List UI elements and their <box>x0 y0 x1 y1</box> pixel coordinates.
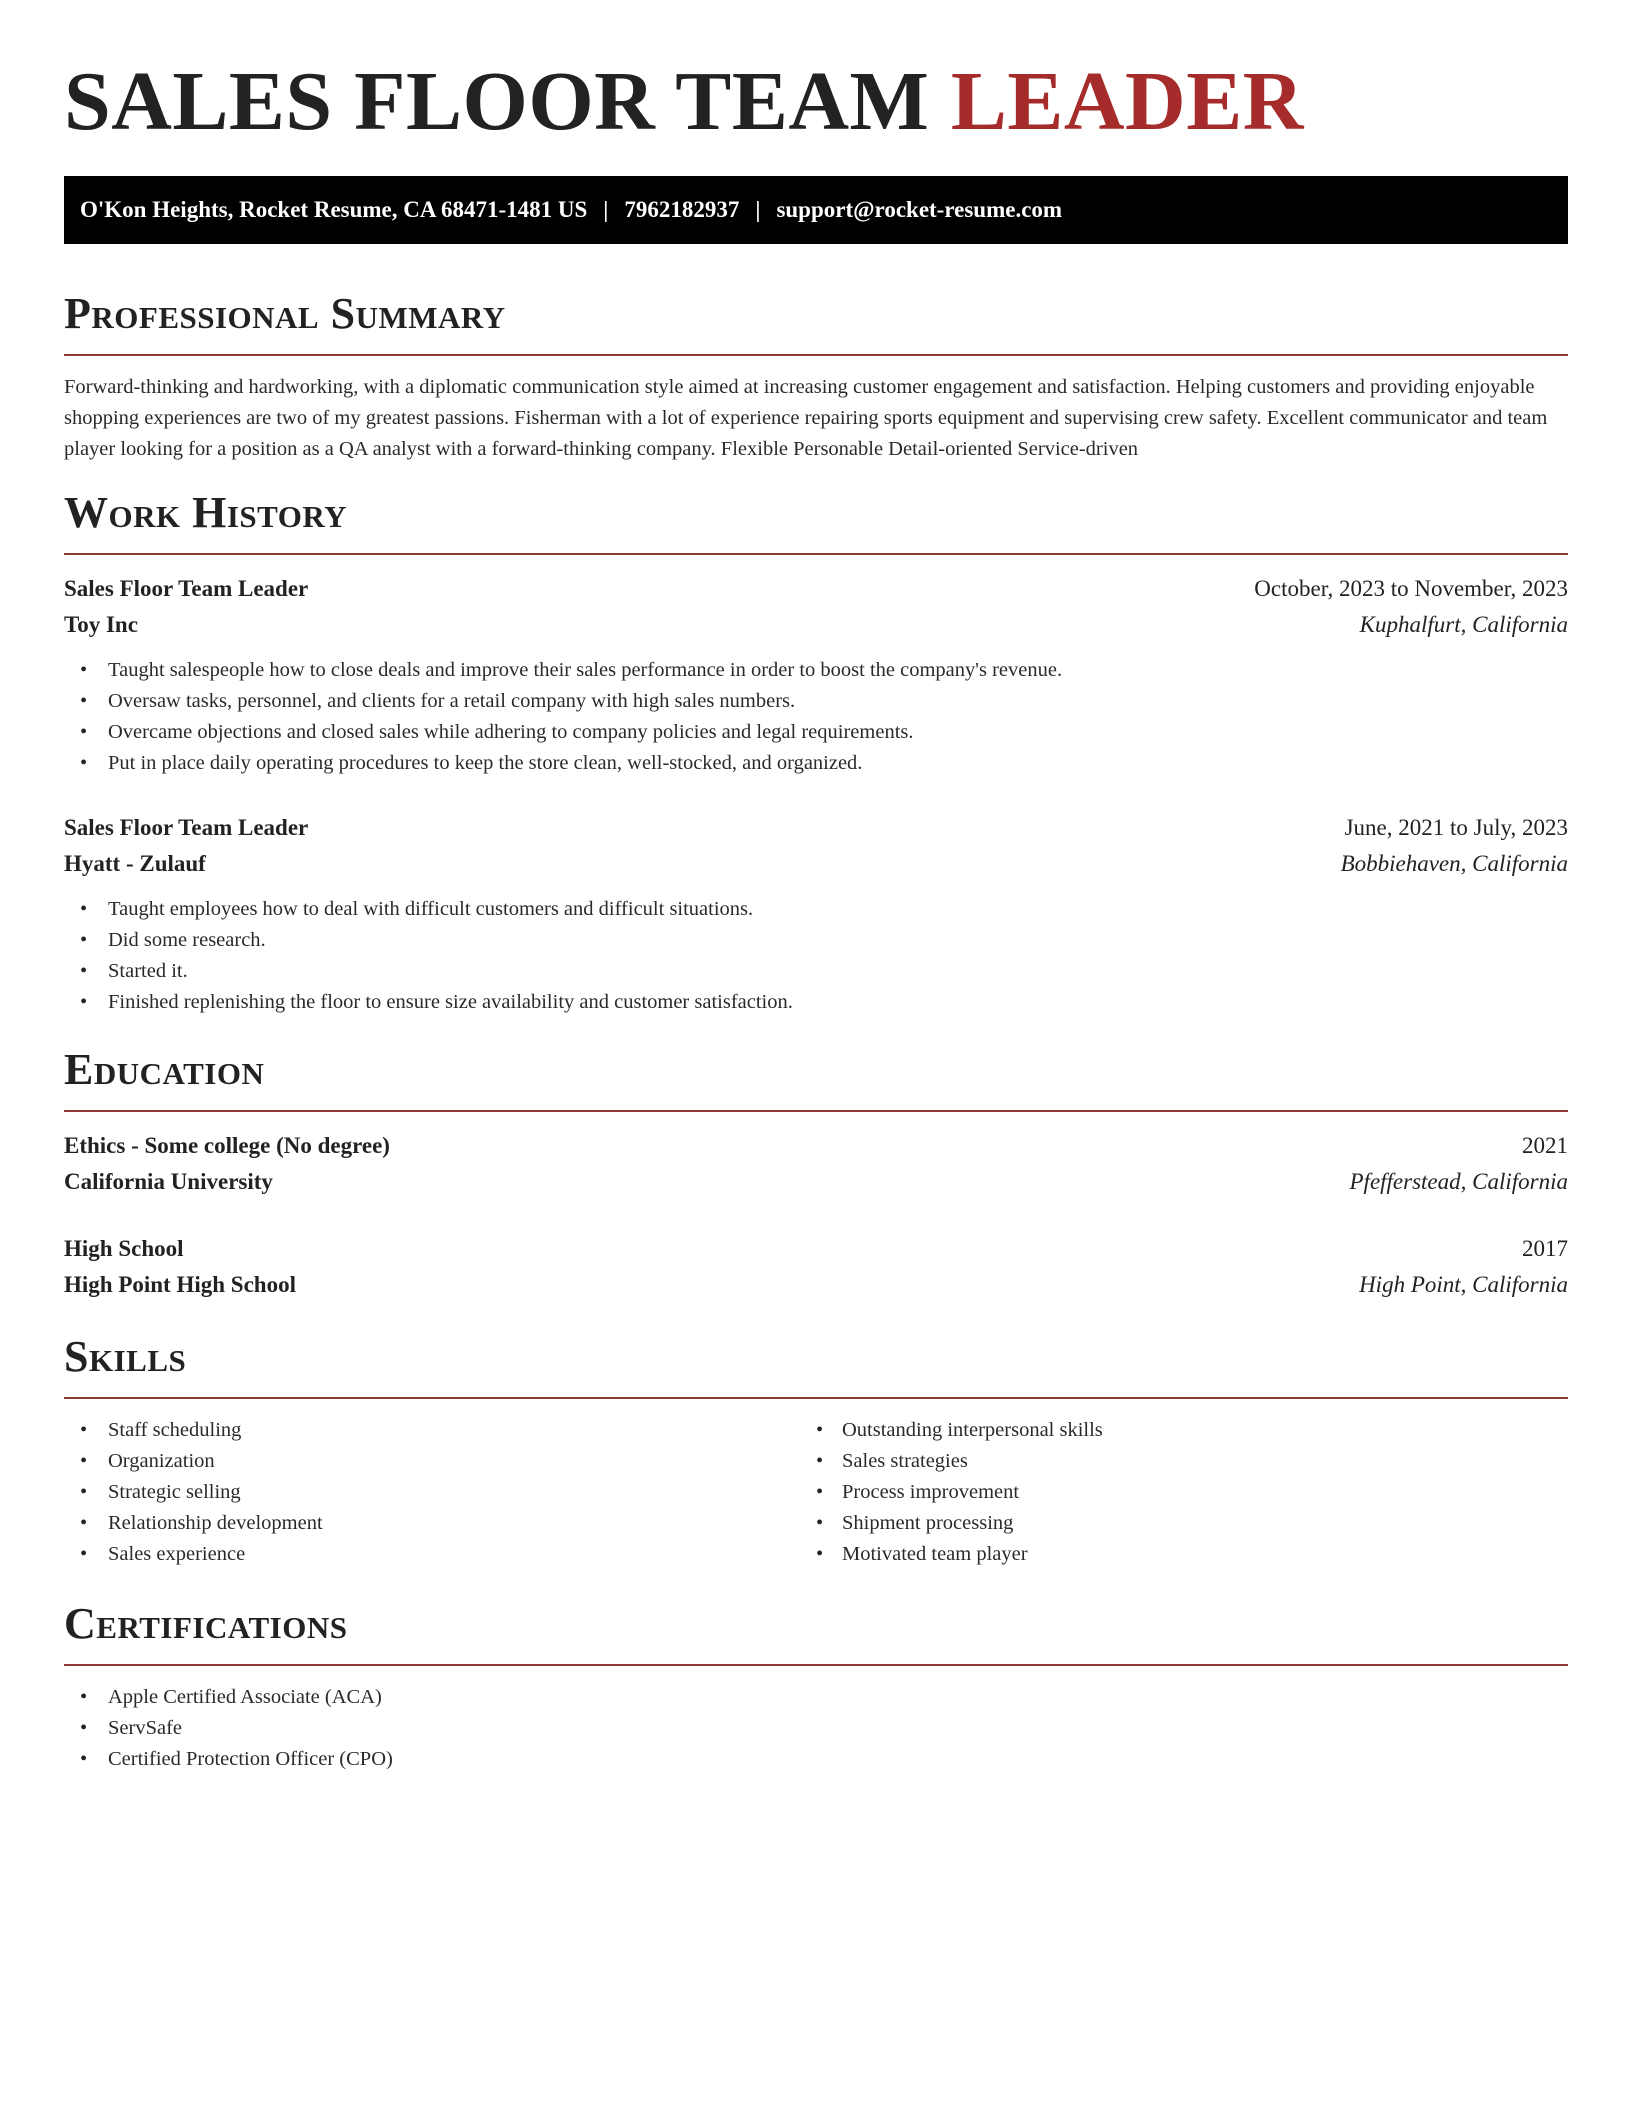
skill-item: • Shipment processing <box>816 1508 1568 1539</box>
job-bullet-list <box>64 894 1568 1018</box>
skills-column-right <box>816 1415 1568 1570</box>
job-bullet: • Overcame objections and closed sales while adhering to company policies and legal requirements. <box>64 717 1568 748</box>
job-location: Kuphalfurt, California <box>1359 612 1568 637</box>
job-company: Hyatt - Zulauf <box>64 851 206 876</box>
education-location: Pfefferstead, California <box>1349 1169 1568 1194</box>
contact-email: support@rocket-resume.com <box>776 197 1063 222</box>
education-school-row <box>64 1267 1568 1303</box>
education-school: High Point High School <box>64 1272 296 1297</box>
certifications-section <box>64 1598 1568 1775</box>
education-header-row <box>64 1128 1568 1164</box>
summary-heading: Professional Summary <box>64 289 506 338</box>
education-school-row <box>64 1164 1568 1200</box>
skills-heading: Skills <box>64 1332 187 1381</box>
job-bullet: • Oversaw tasks, personnel, and clients for a retail company with high sales numbers. <box>64 686 1568 717</box>
certifications-list <box>64 1682 1568 1775</box>
job-header-row <box>64 571 1568 607</box>
skill-item: • Strategic selling <box>64 1477 816 1508</box>
summary-section <box>64 288 1568 465</box>
job-bullet: • Finished replenishing the floor to ensure size availability and customer satisfaction. <box>64 987 1568 1018</box>
contact-separator: | <box>603 197 609 222</box>
skill-item: • Staff scheduling <box>64 1415 816 1446</box>
education-school: California University <box>64 1169 273 1194</box>
skill-item: • Process improvement <box>816 1477 1568 1508</box>
title-main: SALES FLOOR TEAM <box>64 55 930 148</box>
section-divider <box>64 1110 1568 1112</box>
job-dates: June, 2021 to July, 2023 <box>1344 815 1568 840</box>
resume-title <box>64 52 1568 152</box>
skill-item: • Sales strategies <box>816 1446 1568 1477</box>
job-title: Sales Floor Team Leader <box>64 576 309 601</box>
skills-section <box>64 1331 1568 1570</box>
job-entry <box>64 810 1568 1018</box>
job-company-row <box>64 607 1568 643</box>
job-bullet: • Started it. <box>64 956 1568 987</box>
education-degree: Ethics - Some college (No degree) <box>64 1133 390 1158</box>
skill-item: • Outstanding interpersonal skills <box>816 1415 1568 1446</box>
section-divider <box>64 553 1568 555</box>
summary-text: Forward-thinking and hardworking, with a diplomatic communication style aimed at increasing customer engagement and satisfaction. Helping customers and providing enjoyable shopping experiences are two of my greatest passions. Fisherman with a lot of experience repairing sports equipment and supervising crew safety. Excellent communicator and team player looking for a position as a QA analyst with a forward-thinking company. Flexible Personable Detail-oriented Service-driven <box>64 376 1548 460</box>
skills-column-left <box>64 1415 816 1570</box>
section-divider <box>64 1397 1568 1399</box>
education-entry <box>64 1231 1568 1303</box>
certification-item: • ServSafe <box>64 1713 1568 1744</box>
skill-item: • Organization <box>64 1446 816 1477</box>
skill-item: • Sales experience <box>64 1539 816 1570</box>
education-heading: Education <box>64 1045 265 1094</box>
education-year: 2017 <box>1522 1236 1568 1261</box>
skill-item: • Relationship development <box>64 1508 816 1539</box>
contact-address: O'Kon Heights, Rocket Resume, CA 68471-1481 US <box>80 197 588 222</box>
certifications-heading: Certifications <box>64 1599 348 1648</box>
skills-grid <box>64 1415 1568 1570</box>
job-bullet-list <box>64 655 1568 779</box>
job-bullet: • Taught employees how to deal with difficult customers and difficult situations. <box>64 894 1568 925</box>
job-company: Toy Inc <box>64 612 138 637</box>
education-degree: High School <box>64 1236 184 1261</box>
section-divider <box>64 354 1568 356</box>
education-header-row <box>64 1231 1568 1267</box>
contact-separator: | <box>755 197 761 222</box>
job-company-row <box>64 846 1568 882</box>
education-year: 2021 <box>1522 1133 1568 1158</box>
work-history-section <box>64 487 1568 1018</box>
job-bullet: • Did some research. <box>64 925 1568 956</box>
certification-item: • Apple Certified Associate (ACA) <box>64 1682 1568 1713</box>
contact-bar <box>64 176 1568 244</box>
skills-list <box>64 1415 816 1570</box>
job-bullet: • Put in place daily operating procedures to keep the store clean, well-stocked, and organized. <box>64 748 1568 779</box>
job-entry <box>64 571 1568 779</box>
education-entry <box>64 1128 1568 1200</box>
job-bullet: • Taught salespeople how to close deals and improve their sales performance in order to boost the company's revenue. <box>64 655 1568 686</box>
job-dates: October, 2023 to November, 2023 <box>1254 576 1568 601</box>
job-title: Sales Floor Team Leader <box>64 815 309 840</box>
section-divider <box>64 1664 1568 1666</box>
education-location: High Point, California <box>1359 1272 1568 1297</box>
work-history-heading: Work History <box>64 488 348 537</box>
skill-item: • Motivated team player <box>816 1539 1568 1570</box>
contact-phone: 7962182937 <box>624 197 740 222</box>
skills-list <box>816 1415 1568 1570</box>
job-header-row <box>64 810 1568 846</box>
certification-item: • Certified Protection Officer (CPO) <box>64 1744 1568 1775</box>
education-section <box>64 1044 1568 1303</box>
job-location: Bobbiehaven, California <box>1340 851 1568 876</box>
title-accent: LEADER <box>950 55 1304 148</box>
